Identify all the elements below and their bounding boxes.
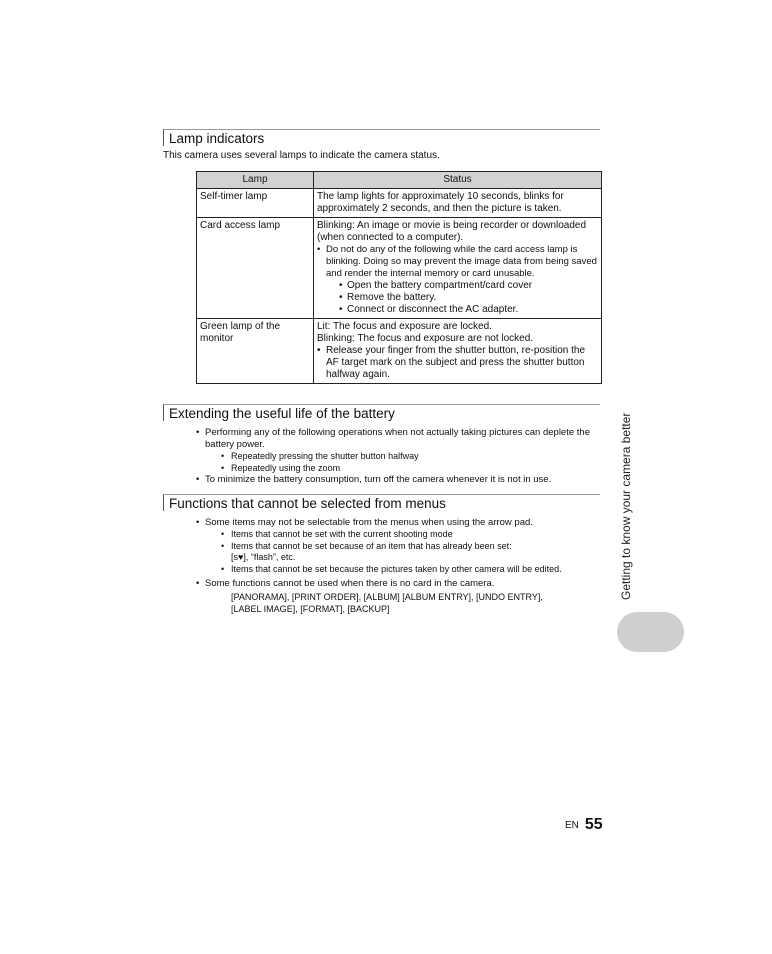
- battery-list: [196, 427, 608, 486]
- sub-list-continuation: [s♥], “flash”, etc.: [231, 552, 296, 562]
- chapter-title: Getting to know your camera better: [619, 412, 633, 600]
- section-title: Lamp indicators: [169, 131, 265, 146]
- function-list: [LABEL IMAGE], [FORMAT], [BACKUP]: [231, 603, 390, 614]
- list-item: • Some items may not be selectable from the menus when using the arrow pad.: [196, 517, 608, 529]
- status-note: • Do not do any of the following while the card access lamp is blinking. Doing so may prevent the image data from being saved and render the internal memory or card unusable.: [317, 244, 598, 280]
- lamp-name: Card access lamp: [197, 218, 314, 319]
- menus-list: [196, 517, 608, 615]
- status-subnote: • Remove the battery.: [317, 292, 598, 304]
- sub-list-item: • Items that cannot be set because the pictures taken by other camera will be edited.: [196, 564, 608, 576]
- lamp-status: [314, 319, 602, 384]
- column-header-lamp: Lamp: [197, 172, 314, 189]
- page-number: [565, 816, 603, 834]
- column-header-status: Status: [314, 172, 602, 189]
- intro-text: This camera uses several lamps to indicate the camera status.: [163, 150, 440, 161]
- status-text: Blinking: The focus and exposure are not locked.: [317, 333, 534, 344]
- status-note: • Release your finger from the shutter button, re-position the AF target mark on the subject and press the shutter button halfway again.: [317, 345, 598, 381]
- sub-list-item: • Repeatedly pressing the shutter button halfway: [196, 451, 608, 463]
- list-item: • Some functions cannot be used when there is no card in the camera.: [196, 578, 608, 590]
- table-row: [197, 218, 602, 319]
- section-header-lamp-indicators: [163, 129, 600, 146]
- sub-list-item: • Items that cannot be set with the current shooting mode: [196, 529, 608, 541]
- status-text: Lit: The focus and exposure are locked.: [317, 321, 492, 332]
- list-item: • To minimize the battery consumption, turn off the camera whenever it is not in use.: [196, 474, 608, 486]
- status-subnote: • Open the battery compartment/card cover: [317, 280, 598, 292]
- table-row: [197, 319, 602, 384]
- function-list: [PANORAMA], [PRINT ORDER], [ALBUM] [ALBUM ENTRY], [UNDO ENTRY],: [231, 592, 543, 602]
- status-text: Blinking: An image or movie is being recorder or downloaded (when connected to a computer).: [317, 220, 587, 243]
- table-row: [197, 189, 602, 218]
- section-header-menus: [163, 494, 600, 511]
- section-title: Functions that cannot be selected from menus: [169, 496, 446, 511]
- lamp-name: Self-timer lamp: [197, 189, 314, 218]
- chapter-sidebar: [619, 390, 637, 600]
- lamp-table: [196, 171, 602, 384]
- page-number-value: 55: [584, 816, 603, 833]
- language-label: EN: [565, 819, 579, 831]
- status-subnote: • Connect or disconnect the AC adapter.: [317, 304, 598, 316]
- sub-list-item: • Repeatedly using the zoom: [196, 463, 608, 475]
- sub-list-item: • Items that cannot be set because of an item that has already been set:: [196, 541, 608, 553]
- lamp-status: [314, 189, 602, 218]
- list-item: • Performing any of the following operations when not actually taking pictures can deplete the battery power.: [196, 427, 608, 451]
- status-text: The lamp lights for approximately 10 seconds, blinks for approximately 2 seconds, and then the picture is taken.: [317, 191, 564, 214]
- section-title: Extending the useful life of the battery: [169, 406, 395, 421]
- lamp-status: [314, 218, 602, 319]
- table-header-row: [197, 172, 602, 189]
- chapter-tab: [617, 612, 684, 652]
- section-header-battery: [163, 404, 600, 421]
- lamp-name: Green lamp of the monitor: [197, 319, 314, 384]
